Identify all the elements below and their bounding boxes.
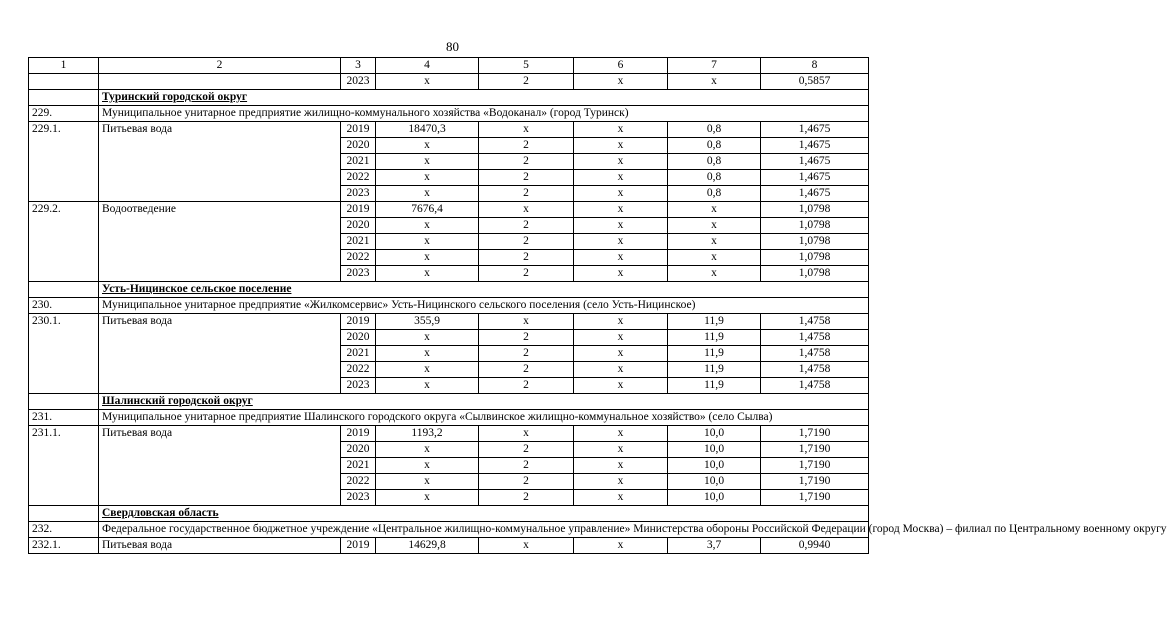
year-cell: 2019 (341, 122, 376, 138)
header-cell: 3 (341, 58, 376, 74)
value-cell-7: 0,8 (668, 138, 761, 154)
value-cell-8: 1,7190 (761, 490, 869, 506)
value-cell-7: 10,0 (668, 458, 761, 474)
value-cell-8: 1,4758 (761, 314, 869, 330)
org-number: 231. (29, 410, 99, 426)
value-cell-5: 2 (479, 250, 574, 266)
value-cell-7: 10,0 (668, 474, 761, 490)
value-cell-7: 0,8 (668, 170, 761, 186)
value-cell-6: х (574, 138, 668, 154)
value-cell-7: 11,9 (668, 330, 761, 346)
value-cell-7: х (668, 74, 761, 90)
service-number: 229.1. (29, 122, 99, 202)
value-cell-4: х (376, 458, 479, 474)
year-cell: 2021 (341, 346, 376, 362)
value-cell-4: х (376, 474, 479, 490)
value-cell-4: х (376, 186, 479, 202)
table-body (29, 58, 1167, 554)
value-cell-6: х (574, 266, 668, 282)
value-cell-5: 2 (479, 458, 574, 474)
org-name: Муниципальное унитарное предприятие «Жилкомсервис» Усть-Ницинского сельского поселения (село Усть-Ницинское) (99, 298, 869, 314)
service-name: Водоотведение (99, 202, 341, 282)
value-cell-5: 2 (479, 186, 574, 202)
table-row (29, 122, 869, 138)
value-cell-6: х (574, 186, 668, 202)
value-cell-8: 1,4758 (761, 378, 869, 394)
value-cell-5: 2 (479, 138, 574, 154)
value-cell-6: х (574, 74, 668, 90)
value-cell-8: 1,7190 (761, 474, 869, 490)
num-cell (29, 74, 99, 90)
value-cell-6: х (574, 202, 668, 218)
table-row (29, 202, 869, 218)
year-cell: 2023 (341, 378, 376, 394)
value-cell-7: 11,9 (668, 378, 761, 394)
value-cell-5: 2 (479, 74, 574, 90)
num-cell (29, 394, 99, 410)
year-cell: 2022 (341, 250, 376, 266)
value-cell-6: х (574, 378, 668, 394)
value-cell-6: х (574, 538, 668, 554)
org-name: Муниципальное унитарное предприятие жилищно-коммунального хозяйства «Водоканал» (город Туринск) (99, 106, 869, 122)
value-cell-8: 1,7190 (761, 442, 869, 458)
year-cell: 2020 (341, 218, 376, 234)
num-cell (29, 506, 99, 522)
value-cell-5: х (479, 122, 574, 138)
value-cell-6: х (574, 346, 668, 362)
year-cell: 2019 (341, 538, 376, 554)
value-cell-4: х (376, 74, 479, 90)
service-number: 229.2. (29, 202, 99, 282)
value-cell-5: х (479, 538, 574, 554)
value-cell-6: х (574, 122, 668, 138)
service-number: 232.1. (29, 538, 99, 554)
year-cell: 2019 (341, 426, 376, 442)
value-cell-5: 2 (479, 346, 574, 362)
service-name: Питьевая вода (99, 122, 341, 202)
header-cell: 5 (479, 58, 574, 74)
value-cell-7: 11,9 (668, 346, 761, 362)
value-cell-7: х (668, 202, 761, 218)
value-cell-5: 2 (479, 378, 574, 394)
year-cell: 2022 (341, 362, 376, 378)
value-cell-4: х (376, 330, 479, 346)
service-name: Питьевая вода (99, 426, 341, 506)
value-cell-6: х (574, 442, 668, 458)
year-cell: 2022 (341, 474, 376, 490)
value-cell-5: 2 (479, 218, 574, 234)
year-cell: 2021 (341, 154, 376, 170)
num-cell (29, 90, 99, 106)
value-cell-6: х (574, 250, 668, 266)
table-row (29, 538, 869, 554)
value-cell-8: 1,0798 (761, 202, 869, 218)
value-cell-4: х (376, 234, 479, 250)
header-row (29, 58, 869, 74)
organization-row (29, 522, 869, 538)
year-cell: 2023 (341, 266, 376, 282)
value-cell-6: х (574, 426, 668, 442)
org-name: Муниципальное унитарное предприятие Шалинского городского округа «Сылвинское жилищно-коммунальное хозяйство» (село Сылва) (99, 410, 869, 426)
value-cell-7: 10,0 (668, 442, 761, 458)
value-cell-5: 2 (479, 442, 574, 458)
name-cell (99, 74, 341, 90)
value-cell-4: х (376, 154, 479, 170)
value-cell-7: 10,0 (668, 426, 761, 442)
value-cell-4: х (376, 170, 479, 186)
value-cell-6: х (574, 330, 668, 346)
service-name: Питьевая вода (99, 538, 341, 554)
value-cell-4: х (376, 442, 479, 458)
value-cell-6: х (574, 474, 668, 490)
value-cell-7: 11,9 (668, 362, 761, 378)
region-title: Усть-Ницинское сельское поселение (99, 282, 869, 298)
value-cell-8: 1,4675 (761, 186, 869, 202)
organization-row (29, 106, 869, 122)
value-cell-7: 3,7 (668, 538, 761, 554)
org-number: 229. (29, 106, 99, 122)
value-cell-4: 18470,3 (376, 122, 479, 138)
value-cell-6: х (574, 218, 668, 234)
year-cell: 2023 (341, 74, 376, 90)
value-cell-6: х (574, 362, 668, 378)
value-cell-4: х (376, 138, 479, 154)
organization-row (29, 298, 869, 314)
service-number: 230.1. (29, 314, 99, 394)
service-number: 231.1. (29, 426, 99, 506)
value-cell-7: х (668, 266, 761, 282)
header-cell: 1 (29, 58, 99, 74)
service-name: Питьевая вода (99, 314, 341, 394)
value-cell-5: 2 (479, 170, 574, 186)
value-cell-4: 1193,2 (376, 426, 479, 442)
region-row (29, 394, 869, 410)
value-cell-8: 1,4675 (761, 138, 869, 154)
value-cell-4: х (376, 362, 479, 378)
year-cell: 2021 (341, 234, 376, 250)
value-cell-8: 1,4758 (761, 362, 869, 378)
value-cell-5: 2 (479, 234, 574, 250)
year-cell: 2023 (341, 490, 376, 506)
region-row (29, 506, 869, 522)
value-cell-8: 1,4758 (761, 346, 869, 362)
value-cell-6: х (574, 234, 668, 250)
value-cell-4: 7676,4 (376, 202, 479, 218)
value-cell-5: 2 (479, 154, 574, 170)
value-cell-8: 1,7190 (761, 426, 869, 442)
num-cell (29, 282, 99, 298)
region-row (29, 90, 869, 106)
value-cell-6: х (574, 490, 668, 506)
value-cell-7: 11,9 (668, 314, 761, 330)
value-cell-8: 1,0798 (761, 266, 869, 282)
header-cell: 4 (376, 58, 479, 74)
table-row (29, 426, 869, 442)
value-cell-8: 1,7190 (761, 458, 869, 474)
value-cell-4: х (376, 266, 479, 282)
header-cell: 6 (574, 58, 668, 74)
value-cell-5: х (479, 426, 574, 442)
header-cell: 2 (99, 58, 341, 74)
value-cell-5: х (479, 314, 574, 330)
page-number: 80 (446, 39, 459, 54)
value-cell-8: 1,0798 (761, 250, 869, 266)
value-cell-5: 2 (479, 362, 574, 378)
value-cell-5: 2 (479, 474, 574, 490)
table-row (29, 74, 869, 90)
value-cell-4: х (376, 378, 479, 394)
region-row (29, 282, 869, 298)
value-cell-5: 2 (479, 266, 574, 282)
org-number: 232. (29, 522, 99, 538)
region-title: Свердловская область (99, 506, 869, 522)
org-name: Федеральное государственное бюджетное учреждение «Центральное жилищно-коммунальное управление» Министерства обороны Российской Федерации (город Москва) – филиал по Центральному военному округу (99, 522, 869, 538)
value-cell-7: х (668, 250, 761, 266)
year-cell: 2019 (341, 202, 376, 218)
value-cell-7: 10,0 (668, 490, 761, 506)
value-cell-4: х (376, 250, 479, 266)
region-title: Шалинский городской округ (99, 394, 869, 410)
header-cell: 7 (668, 58, 761, 74)
value-cell-8: 0,5857 (761, 74, 869, 90)
year-cell: 2022 (341, 170, 376, 186)
value-cell-5: 2 (479, 490, 574, 506)
value-cell-6: х (574, 170, 668, 186)
value-cell-6: х (574, 314, 668, 330)
year-cell: 2019 (341, 314, 376, 330)
value-cell-6: х (574, 458, 668, 474)
value-cell-4: 14629,8 (376, 538, 479, 554)
value-cell-6: х (574, 154, 668, 170)
value-cell-8: 0,9940 (761, 538, 869, 554)
region-title: Туринский городской округ (99, 90, 869, 106)
org-number: 230. (29, 298, 99, 314)
value-cell-8: 1,4675 (761, 170, 869, 186)
value-cell-8: 1,4758 (761, 330, 869, 346)
value-cell-8: 1,0798 (761, 234, 869, 250)
year-cell: 2020 (341, 138, 376, 154)
value-cell-8: 1,4675 (761, 122, 869, 138)
value-cell-4: х (376, 346, 479, 362)
year-cell: 2021 (341, 458, 376, 474)
value-cell-7: х (668, 234, 761, 250)
value-cell-4: 355,9 (376, 314, 479, 330)
value-cell-7: х (668, 218, 761, 234)
value-cell-4: х (376, 490, 479, 506)
table-row (29, 314, 869, 330)
tariff-table (28, 57, 1167, 554)
year-cell: 2023 (341, 186, 376, 202)
value-cell-7: 0,8 (668, 154, 761, 170)
year-cell: 2020 (341, 330, 376, 346)
value-cell-4: х (376, 218, 479, 234)
value-cell-7: 0,8 (668, 186, 761, 202)
value-cell-5: х (479, 202, 574, 218)
value-cell-8: 1,4675 (761, 154, 869, 170)
value-cell-7: 0,8 (668, 122, 761, 138)
value-cell-5: 2 (479, 330, 574, 346)
value-cell-8: 1,0798 (761, 218, 869, 234)
year-cell: 2020 (341, 442, 376, 458)
organization-row (29, 410, 869, 426)
header-cell: 8 (761, 58, 869, 74)
